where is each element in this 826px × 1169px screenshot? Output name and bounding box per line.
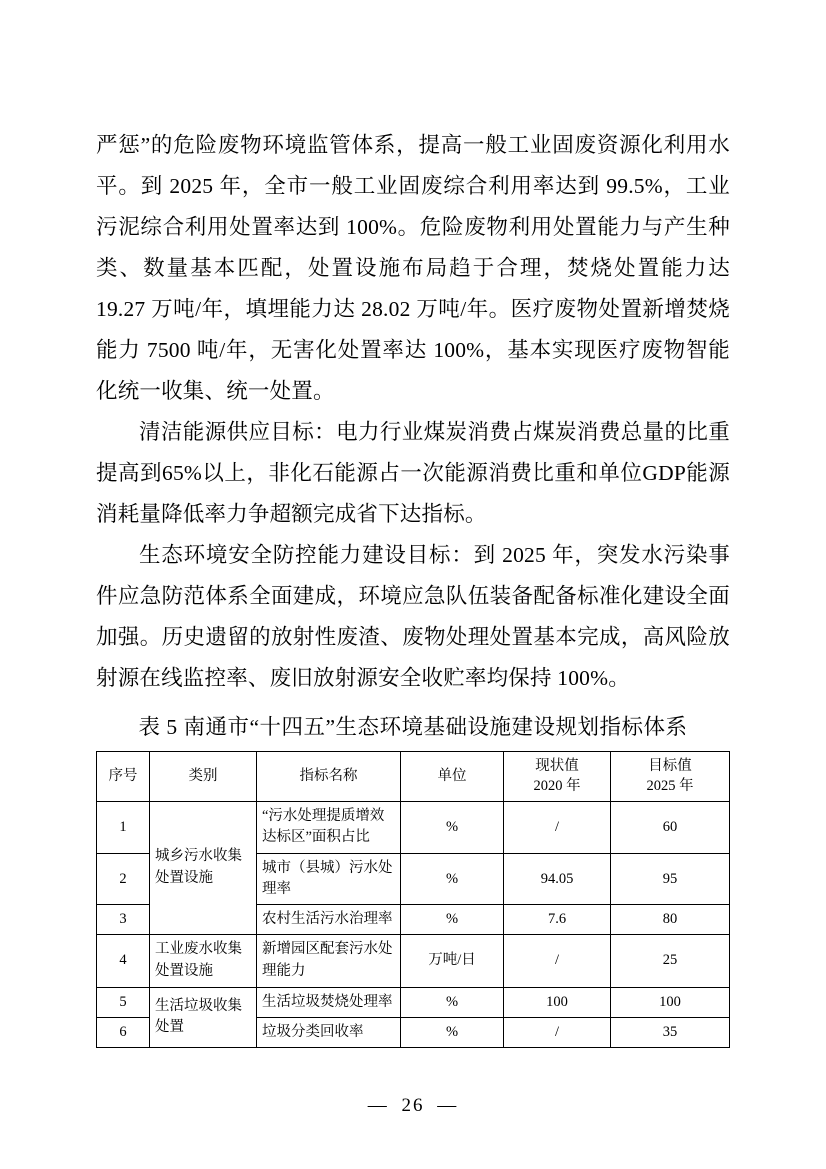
cell-name: 农村生活污水治理率 [257,905,401,935]
cell-target: 100 [611,987,730,1017]
table-row [97,987,730,1017]
cell-target: 25 [611,935,730,988]
page-footer [0,1095,826,1117]
cell-current: / [504,801,611,854]
cell-current: / [504,1017,611,1047]
cell-num: 2 [97,854,150,905]
cell-current: 7.6 [504,905,611,935]
cell-current: 94.05 [504,854,611,905]
cell-current: 100 [504,987,611,1017]
paragraph-1: 严惩”的危险废物环境监管体系，提高一般工业固废资源化利用水平。到 2025 年，全市一般工业固废综合利用率达到 99.5%，工业污泥综合利用处置率达到 100%。危险废物利用处置能力与产生种类、数量基本匹配，处置设施布局趋于合理，焚烧处置能力达 19.27 万吨/年，填埋能力达 28.02 万吨/年。医疗废物处置新增焚烧能力 7500 吨/年，无害化处置率达 100%，基本实现医疗废物智能化统一收集、统一处置。 [96,133,730,403]
table-caption: 表 5 南通市“十四五”生态环境基础设施建设规划指标体系 [138,715,688,739]
cell-current: / [504,935,611,988]
cell-name: 垃圾分类回收率 [257,1017,401,1047]
header-category: 类别 [150,752,257,802]
cell-unit: % [401,905,504,935]
paragraph-3: 生态环境安全防控能力建设目标：到 2025 年，突发水污染事件应急防范体系全面建成，环境应急队伍装备配备标准化建设全面加强。历史遗留的放射性废渣、废物处理处置基本完成，高风险放射源在线监控率、废旧放射源安全收贮率均保持 100%。 [96,543,730,690]
header-target-line2: 2025 年 [646,778,694,795]
header-unit: 单位 [401,752,504,802]
cell-num: 3 [97,905,150,935]
footer-dash-left: — [367,1095,389,1116]
cell-category: 城乡污水收集处置设施 [150,801,257,935]
cell-name: 生活垃圾焚烧处理率 [257,987,401,1017]
cell-category: 生活垃圾收集处置 [150,987,257,1047]
footer-dash-right: — [437,1095,459,1116]
cell-unit: 万吨/日 [401,935,504,988]
cell-num: 1 [97,801,150,854]
header-name: 指标名称 [257,752,401,802]
cell-unit: % [401,801,504,854]
cell-unit: % [401,987,504,1017]
cell-name: 城市（县城）污水处理率 [257,854,401,905]
header-current [504,752,611,802]
indicator-table [96,751,730,1048]
cell-unit: % [401,1017,504,1047]
cell-num: 5 [97,987,150,1017]
page-number: 26 [401,1095,425,1116]
cell-target: 60 [611,801,730,854]
table-header-row [97,752,730,802]
cell-category: 工业废水收集处置设施 [150,935,257,988]
header-target-line1: 目标值 [648,758,692,774]
header-current-line2: 2020 年 [533,778,581,795]
cell-name: “污水处理提质增效达标区”面积占比 [257,801,401,854]
header-num: 序号 [97,752,150,802]
table-row [97,801,730,854]
cell-target: 95 [611,854,730,905]
header-current-line1: 现状值 [535,758,579,774]
cell-target: 80 [611,905,730,935]
cell-target: 35 [611,1017,730,1047]
header-target [611,752,730,802]
cell-name: 新增园区配套污水处理能力 [257,935,401,988]
cell-unit: % [401,854,504,905]
table-row [97,935,730,988]
cell-num: 6 [97,1017,150,1047]
cell-num: 4 [97,935,150,988]
paragraph-2: 清洁能源供应目标：电力行业煤炭消费占煤炭消费总量的比重提高到65%以上，非化石能源占一次能源消费比重和单位GDP能源消耗量降低率力争超额完成省下达指标。 [96,420,730,526]
